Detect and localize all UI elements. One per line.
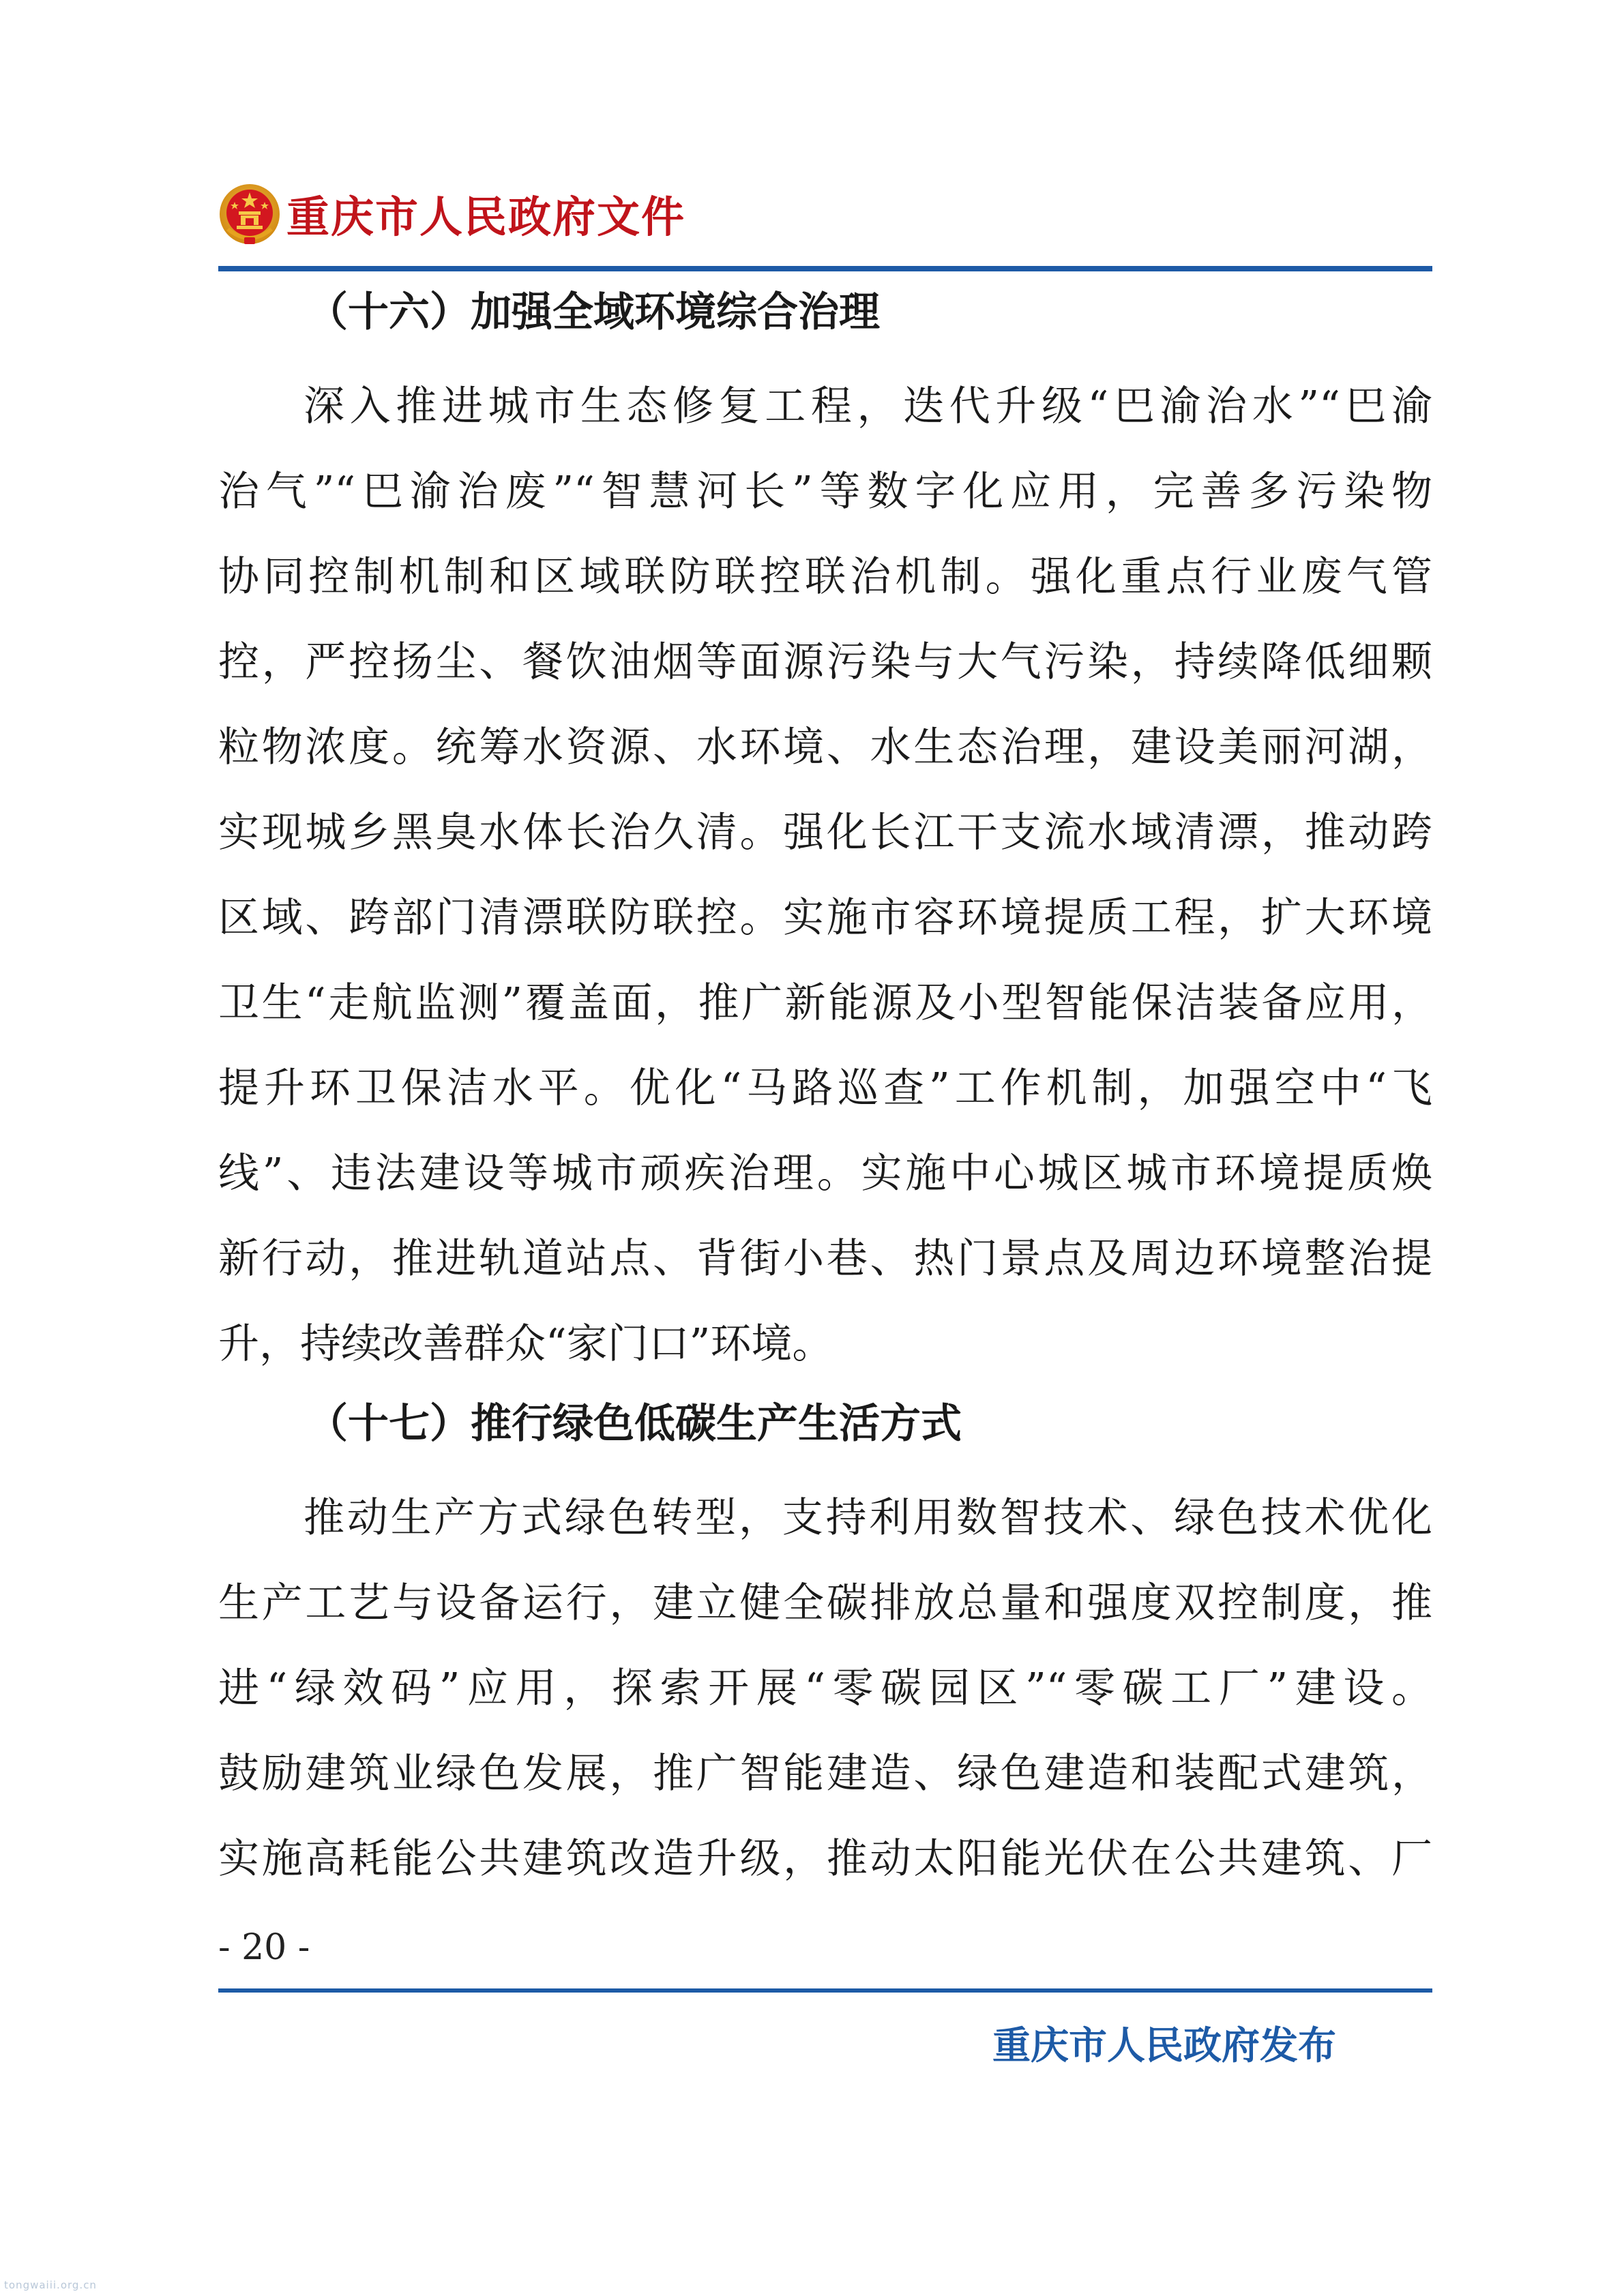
section-heading: （十六）加强全域环境综合治理 [307,288,880,336]
paragraph-line: 提升环卫保洁水平。优化“马路巡查”工作机制，加强空中“飞 [218,1064,1432,1112]
paragraph-line: 卫生“走航监测”覆盖面，推广新能源及小型智能保洁装备应用， [218,979,1432,1027]
document-body [218,275,1432,1902]
publisher-label: 重庆市人民政府发布 [992,2023,1336,2068]
paragraph-line: 实现城乡黑臭水体长治久清。强化长江干支流水域清漂，推动跨 [218,809,1432,856]
paragraph-line: 协同控制机制和区域联防联控联治机制。强化重点行业废气管 [218,553,1432,601]
watermark-text: tongwaiii.org.cn [4,2279,97,2291]
section-heading: （十七）推行绿色低碳生产生活方式 [307,1400,962,1448]
paragraph-line: 深入推进城市生态修复工程，迭代升级“巴渝治水”“巴渝 [304,383,1432,430]
paragraph-line: 区域、跨部门清漂联防联控。实施市容环境提质工程，扩大环境 [218,894,1432,942]
header-divider [218,266,1432,271]
paragraph [218,364,1432,1387]
paragraph-line: 生产工艺与设备运行，建立健全碳排放总量和强度双控制度，推 [218,1579,1432,1627]
paragraph-line: 粒物浓度。统筹水资源、水环境、水生态治理，建设美丽河湖， [218,724,1432,771]
paragraph-line: 控，严控扬尘、餐饮油烟等面源污染与大气污染，持续降低细颗 [218,638,1432,686]
paragraph-line: 推动生产方式绿色转型，支持利用数智技术、绿色技术优化 [304,1494,1432,1542]
document-header [218,183,1432,258]
paragraph-line: 线”、违法建设等城市顽疾治理。实施中心城区城市环境提质焕 [218,1150,1432,1197]
paragraph-line: 鼓励建筑业绿色发展，推广智能建造、绿色建造和装配式建筑， [218,1750,1432,1798]
paragraph [218,1476,1432,1902]
paragraph-line: 实施高耗能公共建筑改造升级，推动太阳能光伏在公共建筑、厂 [218,1835,1432,1883]
page-number: - 20 - [218,1927,310,1968]
paragraph-line: 升，持续改善群众“家门口”环境。 [218,1320,833,1368]
footer-divider [218,1988,1432,1993]
paragraph-line: 治气”“巴渝治废”“智慧河长”等数字化应用，完善多污染物 [218,468,1432,516]
paragraph-line: 进“绿效码”应用，探索开展“零碳园区”“零碳工厂”建设。 [218,1665,1432,1712]
paragraph-line: 新行动，推进轨道站点、背街小巷、热门景点及周边环境整治提 [218,1235,1432,1283]
national-emblem-icon [218,183,281,248]
document-header-title: 重庆市人民政府文件 [286,192,685,242]
